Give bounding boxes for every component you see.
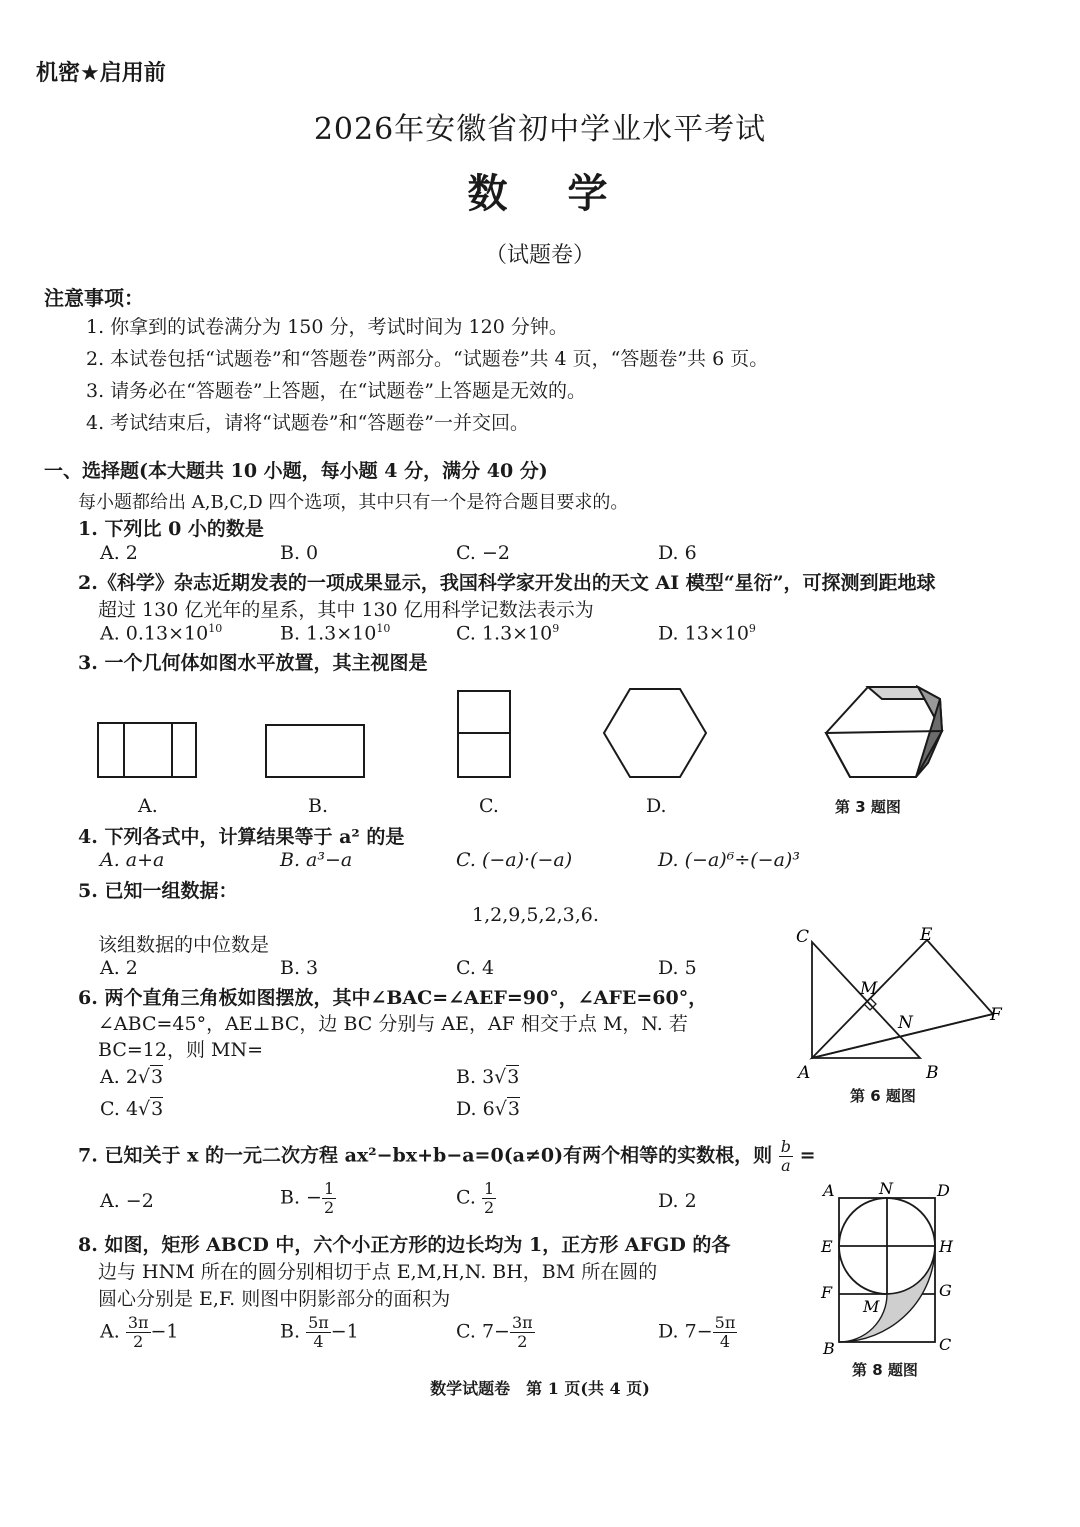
- q8-option-b: B. $\frac{5\pi}{4}$ −1: [280, 1313, 359, 1351]
- q1-option-d: D. 6: [658, 542, 697, 564]
- exam-title: 2026年安徽省初中学业水平考试: [313, 112, 767, 147]
- subject-title: 数学: [467, 170, 668, 217]
- q8-point-label: F: [821, 1283, 833, 1302]
- q8-point-label: D: [937, 1181, 950, 1200]
- q2-option-b: B. $1.3\times 10^{10}$: [280, 622, 391, 645]
- q4-option-a: A. a+a: [100, 849, 165, 871]
- section-instruction: 每小题都给出 A,B,C,D 四个选项，其中只有一个是符合题目要求的。: [78, 492, 629, 513]
- q6-point-label: B: [926, 1063, 939, 1082]
- q8-point-label: E: [821, 1237, 833, 1256]
- q6-point-label: N: [898, 1013, 913, 1033]
- q3-label-a: A.: [138, 795, 158, 817]
- q8-point-label: H: [939, 1237, 953, 1256]
- q4-option-b: B. a³−a: [280, 849, 353, 871]
- q1-option-b: B. 0: [280, 542, 319, 564]
- q3-option-d-figure: [604, 689, 706, 777]
- q6-option-d: D. 6√3: [456, 1098, 520, 1120]
- q3-option-c-figure: [458, 691, 510, 777]
- q2-stem-line1: 2.《科学》杂志近期发表的一项成果显示，我国科学家开发出的天文 AI 模型“星衍”，可探测到距地球: [78, 572, 936, 594]
- q8-option-d: D. 7− $\frac{5\pi}{4}$: [658, 1313, 736, 1351]
- q8-point-label: B: [823, 1339, 835, 1358]
- q8-point-label: N: [879, 1179, 893, 1198]
- q5-option-d: D. 5: [658, 957, 697, 979]
- q2-option-d: D. $13\times 10^9$: [658, 622, 756, 645]
- q6-point-label: M: [860, 979, 878, 999]
- confidential-label: 机密★启用前: [36, 61, 166, 86]
- q2-stem-line2: 超过 130 亿光年的星系，其中 130 亿用科学记数法表示为: [98, 599, 594, 621]
- q8-stem-line2: 边与 HNM 所在的圆分别相切于点 E,M,H,N. BH，BM 所在圆的: [98, 1261, 658, 1283]
- q6-point-label: E: [920, 925, 933, 945]
- q8-point-label: C: [939, 1335, 952, 1354]
- q4-option-d: D. (−a)⁶÷(−a)³: [658, 849, 800, 871]
- q6-option-c: C. 4√3: [100, 1098, 164, 1120]
- q3-label-b: B.: [308, 795, 329, 817]
- q8-option-c: C. 7− $\frac{3\pi}{2}$: [456, 1313, 533, 1351]
- notice-heading: 注意事项：: [44, 286, 144, 310]
- q6-option-b: B. 3√3: [456, 1066, 520, 1088]
- q8-point-label: G: [939, 1281, 952, 1300]
- q2-option-c: C. $1.3\times 10^9$: [456, 622, 560, 645]
- q8-point-label: A: [823, 1181, 835, 1200]
- q6-point-label: C: [796, 927, 810, 947]
- q6-caption: 第 6 题图: [850, 1087, 916, 1105]
- q8-point-label: M: [863, 1297, 880, 1316]
- q1-stem: 1. 下列比 0 小的数是: [78, 518, 264, 540]
- q5-ask: 该组数据的中位数是: [98, 934, 270, 956]
- q3-option-b-figure: [266, 725, 364, 777]
- q8-stem-line3: 圆心分别是 E,F. 则图中阴影部分的面积为: [98, 1288, 451, 1310]
- notice-item: 2. 本试卷包括“试题卷”和“答题卷”两部分。“试题卷”共 4 页，“答题卷”共 6 页。: [86, 348, 769, 370]
- q5-stem: 5. 已知一组数据：: [78, 880, 238, 902]
- notice-item: 1. 你拿到的试卷满分为 150 分，考试时间为 120 分钟。: [86, 316, 568, 338]
- q4-stem: 4. 下列各式中，计算结果等于 a² 的是: [78, 826, 405, 848]
- q6-point-label: F: [990, 1005, 1002, 1025]
- page-footer: 数学试题卷 第 1 页(共 4 页): [430, 1379, 650, 1398]
- q7-stem: 7. 已知关于 x 的一元二次方程 ax²−bx+b−a=0(a≠0)有两个相等的实数根，则 $\frac{b}{a}$ =: [78, 1137, 816, 1175]
- q1-option-a: A. 2: [100, 542, 138, 564]
- q5-option-b: B. 3: [280, 957, 319, 979]
- q5-data: 1,2,9,5,2,3,6.: [472, 904, 599, 926]
- q1-option-c: C. −2: [456, 542, 510, 564]
- q6-point-label: A: [798, 1063, 811, 1082]
- volume-label: （试题卷）: [484, 243, 595, 268]
- q2-option-a: A. $0.13\times 10^{10}$: [100, 622, 223, 645]
- q5-option-c: C. 4: [456, 957, 495, 979]
- q3-label-c: C.: [479, 795, 499, 817]
- q7-option-c: C. $\frac{1}{2}$: [456, 1179, 495, 1217]
- q6-stem-line1: 6. 两个直角三角板如图摆放，其中∠BAC=∠AEF=90°，∠AFE=60°，: [78, 987, 708, 1009]
- q7-option-d: D. 2: [658, 1190, 697, 1212]
- q7-option-a: A. −2: [100, 1190, 154, 1212]
- q3-label-d: D.: [646, 795, 667, 817]
- q6-stem-line3: BC=12，则 MN=: [98, 1039, 263, 1061]
- q3-figures: [90, 685, 970, 795]
- notice-item: 4. 考试结束后，请将“试题卷”和“答题卷”一并交回。: [86, 412, 530, 434]
- section-heading: 一、选择题(本大题共 10 小题，每小题 4 分，满分 40 分): [44, 460, 548, 482]
- q6-figure: [790, 922, 1020, 1082]
- q3-option-a-figure: [98, 723, 196, 777]
- q3-caption: 第 3 题图: [835, 798, 901, 816]
- q7-option-b: B. − $\frac{1}{2}$: [280, 1179, 335, 1217]
- q8-caption: 第 8 题图: [852, 1361, 918, 1379]
- q6-stem-line2: ∠ABC=45°，AE⊥BC，边 BC 分别与 AE，AF 相交于点 M，N. 若: [98, 1013, 688, 1035]
- q8-figure: [815, 1178, 965, 1358]
- notice-item: 3. 请务必在“答题卷”上答题，在“试题卷”上答题是无效的。: [86, 380, 587, 402]
- q8-option-a: A. $\frac{3\pi}{2}$ −1: [100, 1313, 179, 1351]
- q5-option-a: A. 2: [100, 957, 138, 979]
- q3-solid-figure: [826, 687, 942, 777]
- q6-option-a: A. 2√3: [100, 1066, 164, 1088]
- q3-stem: 3. 一个几何体如图水平放置，其主视图是: [78, 652, 428, 674]
- q8-stem-line1: 8. 如图，矩形 ABCD 中，六个小正方形的边长均为 1，正方形 AFGD 的各: [78, 1234, 731, 1256]
- q4-option-c: C. (−a)·(−a): [456, 849, 573, 871]
